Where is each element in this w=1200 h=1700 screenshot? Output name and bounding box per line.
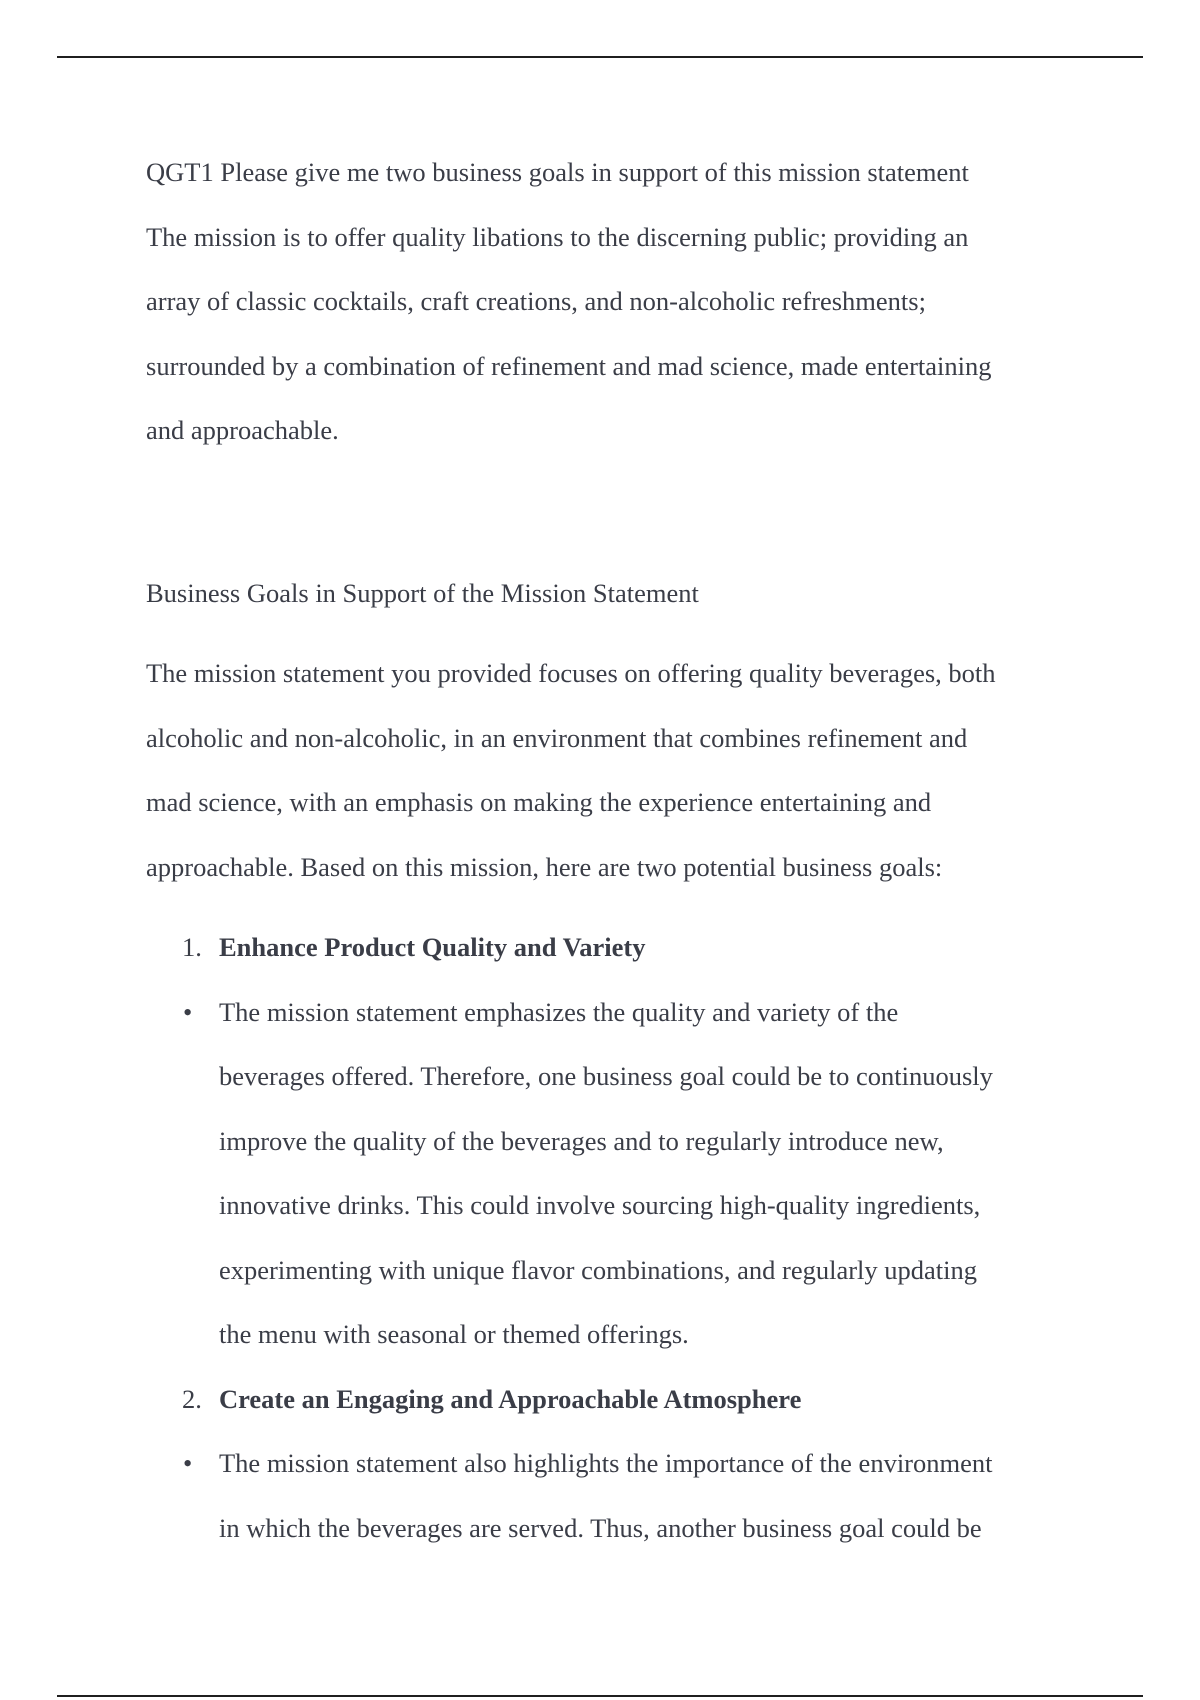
question-line: QGT1 Please give me two business goals in support of this mission statement (146, 157, 969, 187)
bullet-line: experimenting with unique flavor combinations, and regularly updating (219, 1254, 978, 1285)
question-line: array of classic cocktails, craft creations, and non-alcoholic refreshments; (146, 286, 926, 316)
bottom-divider (57, 1695, 1143, 1697)
goal-bullet-1 (146, 980, 1076, 1367)
section-heading: Business Goals in Support of the Mission Statement (146, 577, 699, 608)
question-line: and approachable. (146, 415, 339, 445)
intro-line: The mission statement you provided focuses on offering quality beverages, both (146, 658, 996, 688)
goal-title: Create an Engaging and Approachable Atmosphere (219, 1383, 802, 1414)
question-line: surrounded by a combination of refinement and mad science, made entertaining (146, 350, 992, 381)
bullet-line: the menu with seasonal or themed offerings. (219, 1319, 689, 1349)
bullet-line: in which the beverages are served. Thus, another business goal could be (219, 1512, 982, 1543)
intro-line: approachable. Based on this mission, here are two potential business goals: (146, 851, 943, 882)
goal-item-1 (146, 915, 1076, 980)
goal-list (146, 915, 1076, 1560)
goal-number: 2. (182, 1383, 202, 1414)
bullet-marker: • (183, 1448, 193, 1478)
goal-item-2 (146, 1367, 1076, 1432)
bullet-line: improve the quality of the beverages and to regularly introduce new, (219, 1125, 944, 1156)
bullet-line: beverages offered. Therefore, one business goal could be to continuously (219, 1061, 993, 1091)
intro-line: mad science, with an emphasis on making the experience entertaining and (146, 787, 932, 817)
bullet-line: The mission statement emphasizes the quality and variety of the (219, 996, 899, 1027)
top-divider (57, 56, 1143, 58)
goal-title: Enhance Product Quality and Variety (219, 932, 646, 962)
bullet-line: innovative drinks. This could involve sourcing high-quality ingredients, (219, 1190, 981, 1220)
bullet-marker: • (183, 996, 193, 1027)
goal-bullet-2 (146, 1431, 1076, 1560)
goal-number: 1. (182, 932, 202, 962)
question-block (146, 140, 1076, 463)
intro-paragraph (146, 641, 1076, 899)
question-line: The mission is to offer quality libations to the discerning public; providing an (146, 221, 969, 252)
bullet-line: The mission statement also highlights the importance of the environment (219, 1448, 993, 1478)
document-body (146, 140, 1076, 1560)
intro-line: alcoholic and non-alcoholic, in an environment that combines refinement and (146, 722, 968, 753)
